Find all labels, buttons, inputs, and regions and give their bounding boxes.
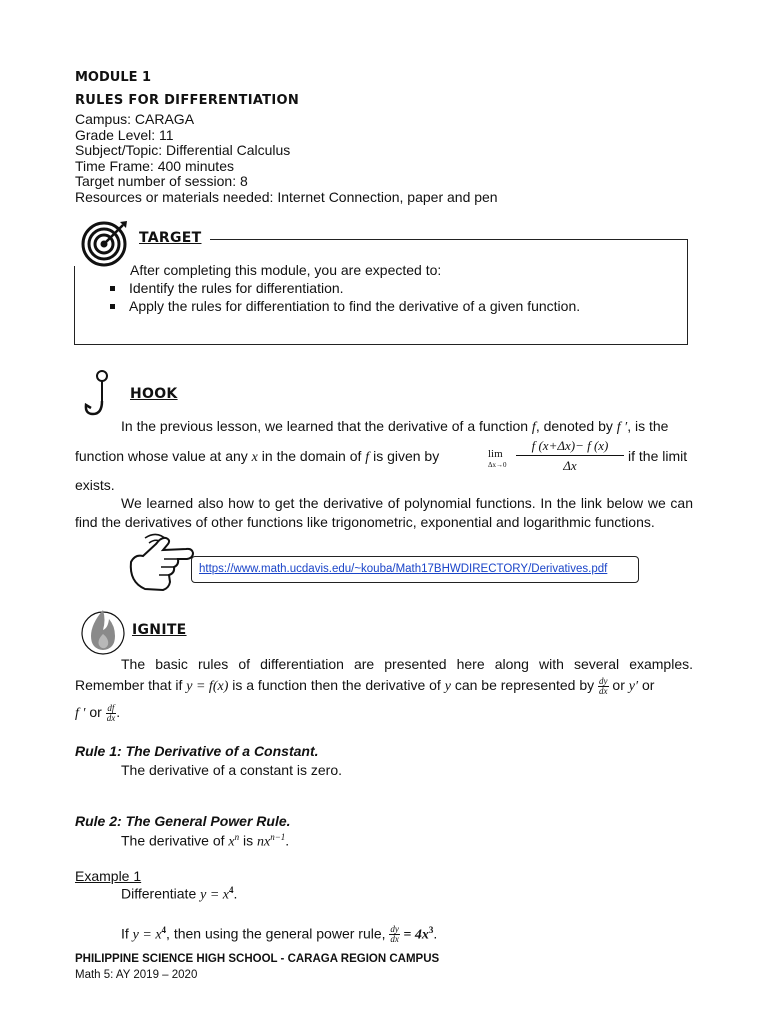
example1-title: Example 1 <box>75 868 142 884</box>
target-icon <box>80 218 130 271</box>
ignite-intro-line2: Remember that if y = f(x) is a function then the derivative of y can be represented by $\frac{dy}{dx}$ or y′ or <box>75 676 655 696</box>
rule2-text: The derivative of $x^n$ is $nx^{n-1}$. <box>121 832 290 850</box>
hook-exists: exists. <box>75 477 115 493</box>
hook-paragraph-line2: function whose value at any x in the domain of f is given by <box>75 448 440 465</box>
footer-school: PHILIPPINE SCIENCE HIGH SCHOOL - CARAGA REGION CAMPUS <box>75 953 440 965</box>
example1-line2: If $y = x^4$, then using the general power rule, $\frac{dy}{dx}$ = $4x^3$. <box>121 924 438 945</box>
derivatives-link[interactable]: https://www.math.ucdavis.edu/~kouba/Math17BHWDIRECTORY/Derivatives.pdf <box>199 563 608 575</box>
list-item: Identify the rules for differentiation. <box>106 280 580 298</box>
hook-paragraph-line1: In the previous lesson, we learned that the derivative of a function f, denoted by f ′, is the <box>121 418 669 435</box>
hook-heading: HOOK <box>130 386 178 402</box>
rule1-title: Rule 1: The Derivative of a Constant. <box>75 743 319 759</box>
module-info <box>75 112 498 205</box>
info-subject: Subject/Topic: Differential Calculus <box>75 142 291 158</box>
dy-dx-fraction: $\frac{dy}{dx}$ <box>599 676 608 696</box>
rule1-text: The derivative of a constant is zero. <box>121 762 342 778</box>
info-time: Time Frame: 400 minutes <box>75 157 234 174</box>
target-intro: After completing this module, you are expected to: <box>130 262 442 278</box>
info-sessions: Target number of session: 8 <box>75 173 248 189</box>
target-heading: TARGET <box>139 230 202 246</box>
info-grade: Grade Level: 11 <box>75 126 174 143</box>
ignite-heading: IGNITE <box>132 622 187 638</box>
hook-paragraph-2: We learned also how to get the derivative of polynomial functions. In the link below we can find the derivatives of other functions like trigonometric, exponential and logarithmic functions. <box>75 495 693 530</box>
info-campus: Campus: CARAGA <box>75 111 195 127</box>
module-title: RULES FOR DIFFERENTIATION <box>75 93 300 108</box>
dy-dx-fraction: $\frac{dy}{dx}$ <box>390 924 399 945</box>
hook-icon <box>82 368 126 421</box>
footer-course: Math 5: AY 2019 – 2020 <box>75 969 198 981</box>
df-dx-fraction: $\frac{df}{dx}$ <box>106 703 116 723</box>
module-number: MODULE 1 <box>75 70 152 85</box>
hook-if-limit: if the limit <box>628 448 688 464</box>
flame-icon <box>80 606 126 659</box>
target-objectives <box>106 280 580 316</box>
list-item: Apply the rules for differentiation to find the derivative of a given function. <box>106 298 580 316</box>
limit-expression: lim Δx→0 f (x+Δx)− f (x) Δx <box>488 438 628 478</box>
ignite-intro-line1: The basic rules of differentiation are presented here along with several examples. <box>121 656 693 672</box>
info-resources: Resources or materials needed: Internet Connection, paper and pen <box>75 188 498 205</box>
example1-line1: Differentiate $y = x^4$. <box>121 885 238 903</box>
rule2-title: Rule 2: The General Power Rule. <box>75 813 291 829</box>
pointing-hand-icon <box>123 532 195 597</box>
ignite-intro-line3: f ′ or $\frac{df}{dx}$ . <box>75 703 121 723</box>
